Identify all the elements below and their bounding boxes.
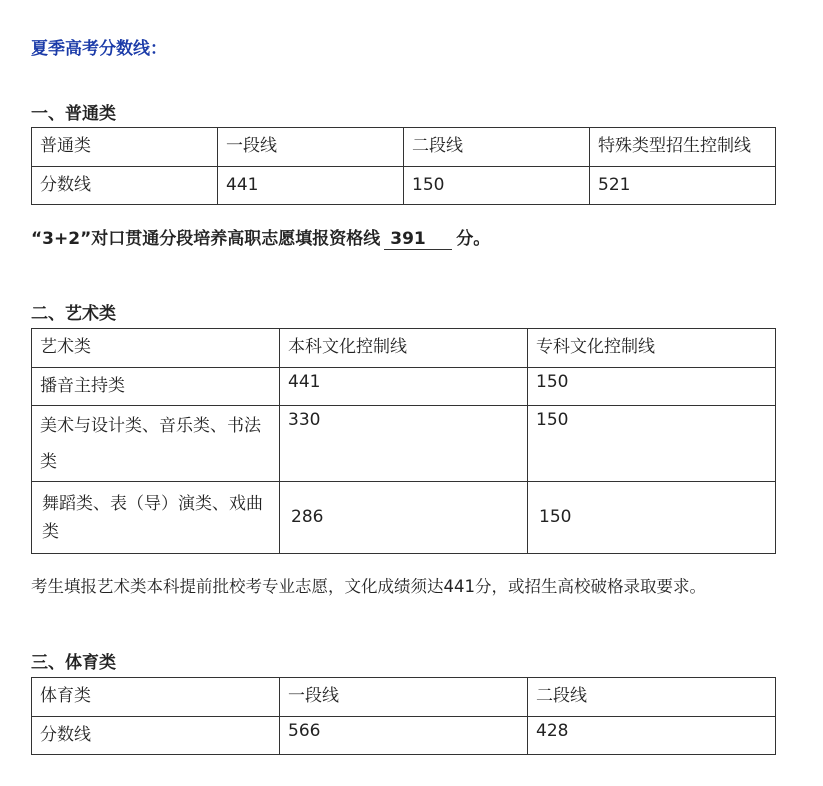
general-score-table <box>31 127 776 205</box>
art-score-table <box>31 328 776 554</box>
row-label-cell: 分数线 <box>32 167 218 205</box>
table-row <box>32 406 776 482</box>
page-title: 夏季高考分数线： <box>31 39 167 59</box>
table-header-cell: 本科文化控制线 <box>280 329 528 368</box>
score-cell: 150 <box>404 167 590 205</box>
score-cell: 441 <box>280 368 528 406</box>
table-header-row <box>32 128 776 167</box>
score-cell: 150 <box>528 368 776 406</box>
section-heading-general: 一、普通类 <box>31 104 116 124</box>
table-header-cell: 一段线 <box>280 678 528 717</box>
score-cell: 150 <box>528 482 776 554</box>
table-header-cell: 专科文化控制线 <box>528 329 776 368</box>
score-cell: 521 <box>590 167 776 205</box>
table-header-cell: 二段线 <box>528 678 776 717</box>
sports-score-table <box>31 677 776 755</box>
section-heading-sports: 三、体育类 <box>31 653 116 673</box>
row-label-cell: 分数线 <box>32 717 280 755</box>
note-3plus2-prefix: “3+2”对口贯通分段培养高职志愿填报资格线 <box>31 229 381 249</box>
table-header-row <box>32 678 776 717</box>
table-header-cell: 体育类 <box>32 678 280 717</box>
section-heading-art: 二、艺术类 <box>31 304 116 324</box>
score-cell: 566 <box>280 717 528 755</box>
art-note: 考生填报艺术类本科提前批校考专业志愿，文化成绩须达441分，或招生高校破格录取要求。 <box>31 577 706 596</box>
table-header-row <box>32 329 776 368</box>
score-cell: 286 <box>280 482 528 554</box>
table-row <box>32 167 776 205</box>
table-header-cell: 普通类 <box>32 128 218 167</box>
note-3plus2-value: 391 <box>384 229 452 250</box>
row-label-cell: 播音主持类 <box>32 368 280 406</box>
row-label-cell: 舞蹈类、表（导）演类、戏曲类 <box>32 482 280 554</box>
table-header-cell: 特殊类型招生控制线 <box>590 128 776 167</box>
score-cell: 330 <box>280 406 528 482</box>
score-cell: 441 <box>218 167 404 205</box>
score-cell: 428 <box>528 717 776 755</box>
note-3plus2-suffix: 分。 <box>456 229 491 249</box>
table-row <box>32 717 776 755</box>
table-header-cell: 艺术类 <box>32 329 280 368</box>
table-header-cell: 一段线 <box>218 128 404 167</box>
table-row <box>32 368 776 406</box>
note-3plus2 <box>31 224 490 250</box>
table-row <box>32 482 776 554</box>
score-cell: 150 <box>528 406 776 482</box>
row-label-cell: 美术与设计类、音乐类、书法类 <box>32 406 280 482</box>
table-header-cell: 二段线 <box>404 128 590 167</box>
